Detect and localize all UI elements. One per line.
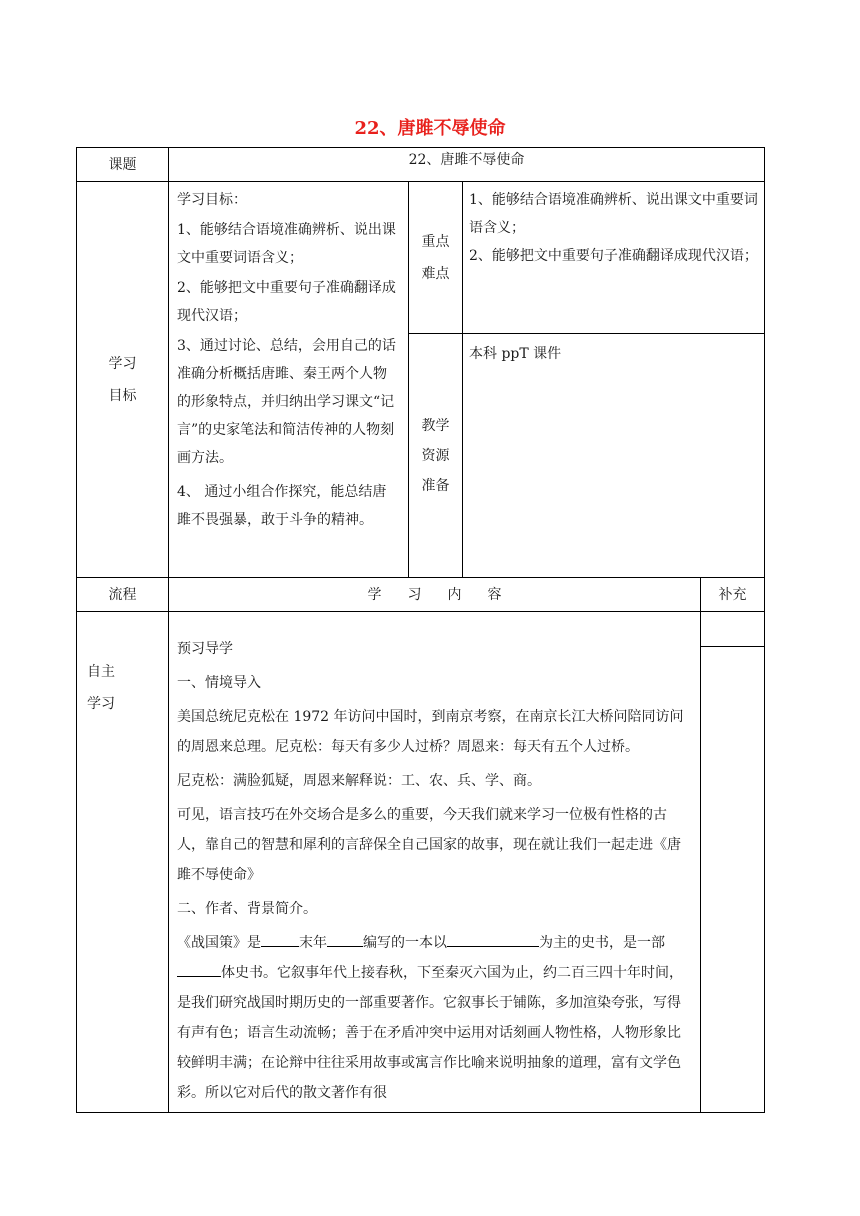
fill-text-5: 体史书。它叙事年代上接春秋，下至秦灭六国为止，约二百三四十年时间，是我们研究战国时期历史的一部重要著作。它叙事长于铺陈，多加渲染夸张，写得有声有色；语言生动流畅；善于在矛盾冲突中运用对话刻画人物性格，人物形象比较鲜明丰满；在论辩中往往采用故事或寓言作比喻来说明抽象的道理，富有文学色彩。所以它对后代的散文著作有很: [177, 965, 683, 1101]
supplement-box-top: [701, 612, 764, 647]
fill-text-3: 编写的一本以: [363, 935, 447, 951]
preview-heading: 预习导学: [177, 641, 233, 657]
topic-value: 22、唐雎不辱使命: [169, 148, 765, 182]
goals-list: [169, 182, 409, 578]
intro-paragraph-3: 可见，语言技巧在外交场合是多么的重要，今天我们就来学习一位极有性格的古人，靠自己的智慧和犀利的言辞保全自己国家的故事，现在就让我们一起走进《唐雎不辱使命》: [177, 807, 681, 883]
resources-value: 本科 ppT 课件: [463, 334, 765, 578]
goal-item-3: 3、通过讨论、总结，会用自己的话准确分析概括唐雎、秦王两个人物的形象特点，并归纳出学习课文“记言”的史家笔法和简洁传神的人物刻画方法。: [177, 338, 396, 466]
goal-item-1: 1、能够结合语境准确辨析、说出课文中重要词语含义；: [177, 222, 396, 266]
flow-header-row: [77, 578, 765, 612]
goals-heading: 学习目标：: [177, 192, 247, 208]
intro-paragraph-1: 美国总统尼克松在 1972 年访问中国时，到南京考察，在南京长江大桥问陪同访问的周恩来总理。尼克松：每天有多少人过桥？周恩来：每天有五个人过桥。: [177, 709, 684, 755]
key-label-line2: 难点: [421, 265, 450, 282]
supplement-header: 补充: [701, 578, 765, 612]
resources-label: [409, 334, 463, 578]
flow-label: 流程: [77, 578, 169, 612]
content-header: [169, 578, 701, 612]
self-label-line2: 学习: [87, 696, 115, 712]
key-points-label: [409, 182, 463, 334]
fill-text-4: 为主的史书，是一部: [539, 935, 665, 951]
fill-text-2: 末年: [299, 935, 327, 951]
blank-1[interactable]: [261, 928, 299, 947]
blank-4[interactable]: [177, 958, 221, 977]
section-2-heading: 二、作者、背景简介。: [177, 901, 317, 917]
fill-text-1: 《战国策》是: [177, 935, 261, 951]
section-1-heading: 一、情境导入: [177, 675, 261, 691]
supplement-cell: [701, 612, 765, 1113]
fill-in-paragraph: [177, 928, 692, 1108]
self-study-label: [77, 612, 169, 1113]
res-label-line3: 准备: [421, 477, 450, 494]
goals-row: [77, 182, 765, 334]
blank-2[interactable]: [327, 928, 363, 947]
key-point-1: 1、能够结合语境准确辨析、说出课文中重要词语含义；: [469, 192, 758, 236]
self-study-content: [169, 612, 701, 1113]
goal-item-2: 2、能够把文中重要句子准确翻译成现代汉语；: [177, 280, 396, 324]
goals-label-line1: 学习: [108, 355, 137, 372]
lesson-plan-table: [76, 147, 765, 1113]
goals-label: [77, 182, 169, 578]
key-label-line1: 重点: [421, 233, 450, 250]
self-study-row: [77, 612, 765, 1113]
topic-row: [77, 148, 765, 182]
key-point-2: 2、能够把文中重要句子准确翻译成现代汉语；: [469, 248, 758, 264]
blank-3[interactable]: [447, 928, 539, 947]
goal-item-4: 4、 通过小组合作探究，能总结唐雎不畏强暴，敢于斗争的精神。: [177, 484, 387, 528]
res-label-line1: 教学: [421, 417, 450, 434]
document-title: 22、唐雎不辱使命: [354, 118, 506, 139]
res-label-line2: 资源: [421, 447, 450, 464]
topic-label: 课题: [77, 148, 169, 182]
content-header-text: 学习内容: [367, 586, 528, 603]
self-label-line1: 自主: [87, 664, 115, 680]
intro-paragraph-2: 尼克松：满脸狐疑，周恩来解释说：工、农、兵、学、商。: [177, 773, 541, 789]
key-points-list: [463, 182, 765, 334]
goals-label-line2: 目标: [108, 387, 137, 404]
